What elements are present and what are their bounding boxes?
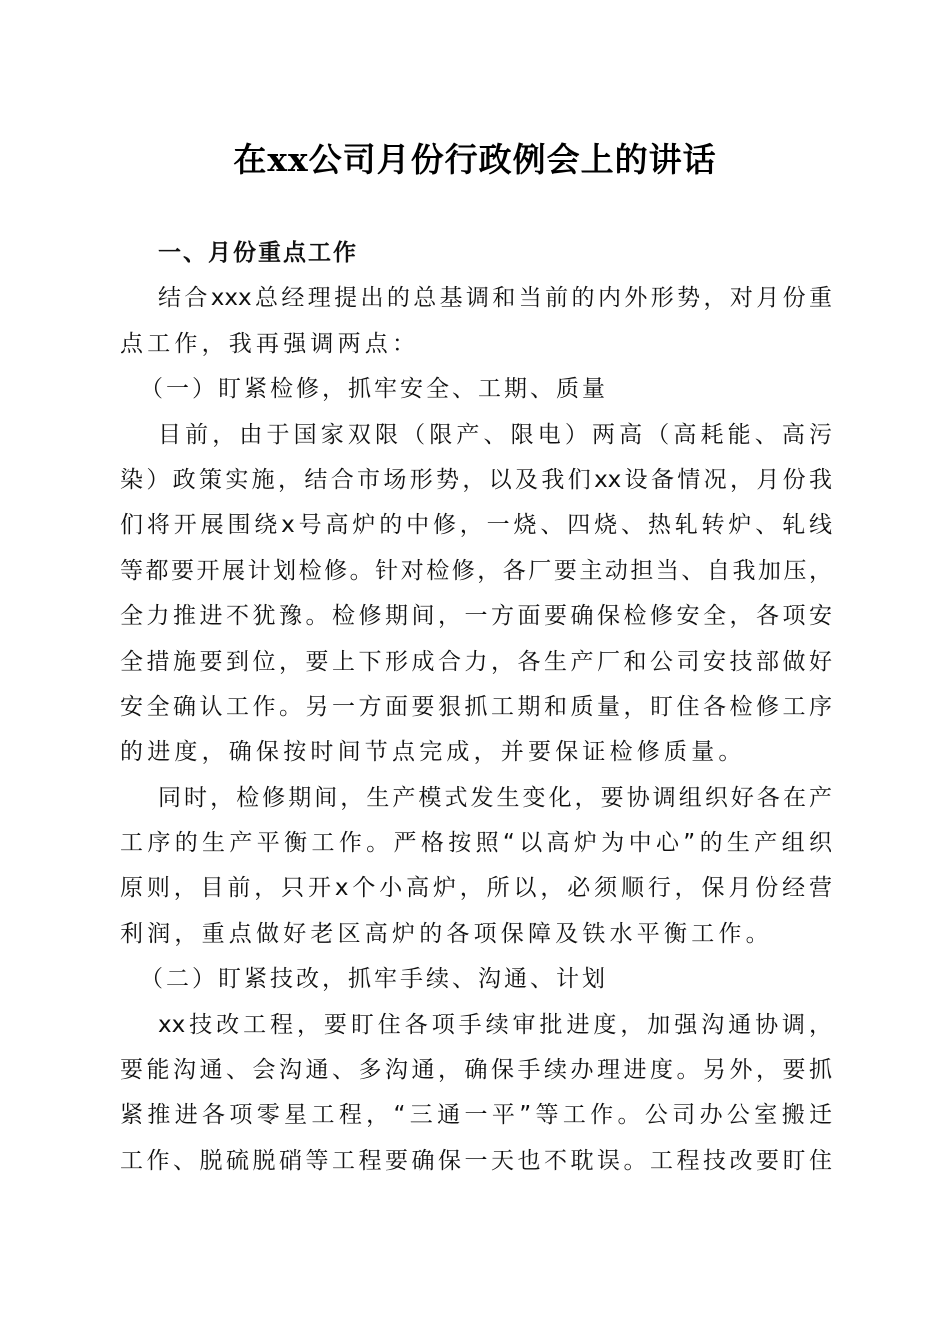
paragraph-line: 全力推进不犹豫。检修期间，一方面要确保检修安全，各项安 (120, 603, 832, 630)
subsection-heading: （一）盯紧检修，抓牢安全、工期、质量 (140, 376, 608, 403)
section-heading: 一、月份重点工作 (158, 240, 358, 266)
paragraph-line: 们将开展围绕x号高炉的中修，一烧、四烧、热轧转炉、轧线 (120, 512, 832, 539)
document-title: 在xx公司月份行政例会上的讲话 (233, 140, 717, 179)
paragraph-line: 工作、脱硫脱硝等工程要确保一天也不耽误。工程技改要盯住 (120, 1147, 832, 1174)
paragraph-line: 点工作，我再强调两点： (120, 330, 420, 357)
paragraph-line: 全措施要到位，要上下形成合力，各生产厂和公司安技部做好 (120, 648, 832, 675)
document-body (120, 231, 832, 1184)
paragraph-line: 结合xxx总经理提出的总基调和当前的内外形势，对月份重 (158, 285, 832, 312)
paragraph-line: 紧推进各项零星工程，“三通一平”等工作。公司办公室搬迁 (120, 1102, 832, 1129)
paragraph-line: 要能沟通、会沟通、多沟通，确保手续办理进度。另外，要抓 (120, 1057, 832, 1084)
subsection-heading: （二）盯紧技改，抓牢手续、沟通、计划 (140, 966, 608, 993)
paragraph-line: 等都要开展计划检修。针对检修，各厂要主动担当、自我加压， (120, 557, 832, 584)
paragraph-line: 工序的生产平衡工作。严格按照“以高炉为中心”的生产组织 (120, 830, 832, 857)
paragraph-line: 原则，目前，只开x个小高炉，所以，必须顺行，保月份经营 (120, 875, 832, 902)
paragraph-line: 染）政策实施，结合市场形势，以及我们xx设备情况，月份我 (120, 466, 832, 493)
paragraph-line: 目前，由于国家双限（限产、限电）两高（高耗能、高污 (158, 421, 832, 448)
paragraph-line: 利润，重点做好老区高炉的各项保障及铁水平衡工作。 (120, 920, 773, 947)
paragraph-line: 同时，检修期间，生产模式发生变化，要协调组织好各在产 (158, 784, 832, 811)
paragraph-line: xx技改工程，要盯住各项手续审批进度，加强沟通协调， (158, 1011, 832, 1038)
paragraph-line: 安全确认工作。另一方面要狠抓工期和质量，盯住各检修工序 (120, 693, 832, 720)
paragraph-line: 的进度，确保按时间节点完成，并要保证检修质量。 (120, 739, 746, 766)
